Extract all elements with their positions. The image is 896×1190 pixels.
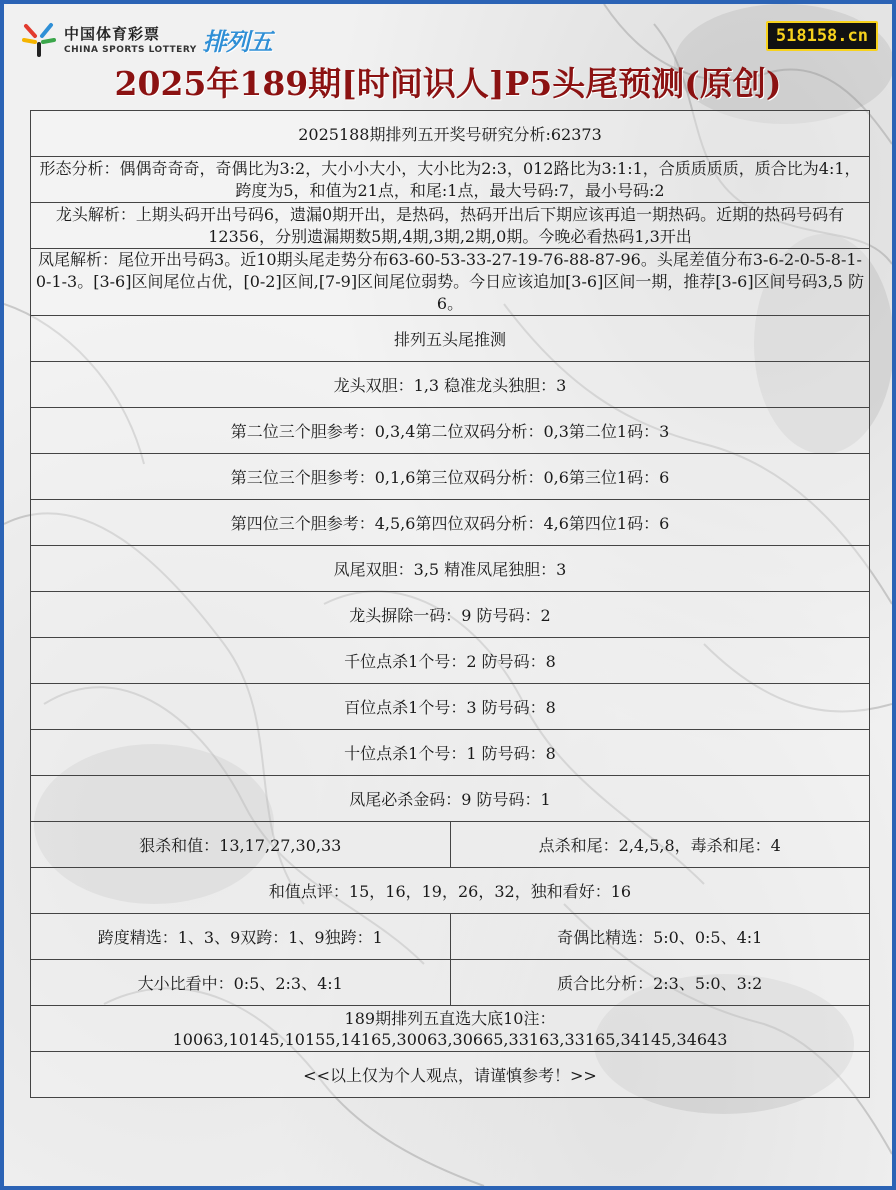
table-row xyxy=(31,546,870,592)
sum-kill-cell: 狠杀和值：13,17,27,30,33 xyxy=(31,822,451,868)
tail-kill-cell: 凤尾必杀金码：9 防号码：1 xyxy=(31,776,870,822)
analysis-title-cell: 2025188期排列五开奖号研究分析:62373 xyxy=(31,111,870,157)
pailie5-logo-text: 排列五 xyxy=(202,27,272,56)
page-title: 2025年189期[时间识人]P5头尾预测(原创) xyxy=(114,64,782,103)
table-row xyxy=(31,157,870,203)
hundreds-kill-cell: 百位点杀1个号：3 防号码：8 xyxy=(31,684,870,730)
lottery-logo xyxy=(20,20,272,58)
logo-chinese-text: 中国体育彩票 xyxy=(64,25,161,43)
table-row xyxy=(31,500,870,546)
table-row xyxy=(31,638,870,684)
table-row xyxy=(31,111,870,157)
table-row xyxy=(31,684,870,730)
table-row xyxy=(31,730,870,776)
site-badge[interactable]: 518158.cn xyxy=(766,21,878,51)
header xyxy=(4,4,892,112)
table-row xyxy=(31,592,870,638)
table-row xyxy=(31,454,870,500)
table-row xyxy=(31,1006,870,1052)
table-row xyxy=(31,776,870,822)
thousands-kill-cell: 千位点杀1个号：2 防号码：8 xyxy=(31,638,870,684)
tail-analysis-cell: 凤尾解析：尾位开出号码3。近10期头尾走势分布63-60-53-33-27-19-76-88-87-96。头尾差值分布3-6-2-0-5-8-1-0-1-3。[3-6]区间尾位占优，[0-2]区间,[7-9]区间尾位弱势。今日应该追加[3-6]区间一期，推荐[3-6]区间号码3,5 防6。 xyxy=(31,249,870,316)
table-row xyxy=(31,914,870,960)
tens-kill-cell: 十位点杀1个号：1 防号码：8 xyxy=(31,730,870,776)
head-analysis-cell: 龙头解析：上期头码开出号码6，遗漏0期开出，是热码，热码开出后下期应该再追一期热码。近期的热码号码有12356，分别遗漏期数5期,4期,3期,2期,0期。今晚必看热码1,3开出 xyxy=(31,203,870,249)
position3-cell: 第三位三个胆参考：0,1,6第三位双码分析：0,6第三位1码：6 xyxy=(31,454,870,500)
table-row xyxy=(31,249,870,316)
head-pick-cell: 龙头双胆：1,3 稳准龙头独胆：3 xyxy=(31,362,870,408)
prime-composite-cell: 质合比分析：2:3、5:0、3:2 xyxy=(450,960,870,1006)
sum-tail-kill-cell: 点杀和尾：2,4,5,8，毒杀和尾：4 xyxy=(450,822,870,868)
position2-cell: 第二位三个胆参考：0,3,4第二位双码分析：0,3第二位1码：3 xyxy=(31,408,870,454)
direct-selection-title: 189期排列五直选大底10注： xyxy=(344,1008,556,1028)
prediction-table xyxy=(30,110,870,1098)
disclaimer-cell: <<以上仅为个人观点，请谨慎参考！>> xyxy=(31,1052,870,1098)
table-row xyxy=(31,868,870,914)
direct-selection-cell xyxy=(31,1006,870,1052)
position4-cell: 第四位三个胆参考：4,5,6第四位双码分析：4,6第四位1码：6 xyxy=(31,500,870,546)
table-row xyxy=(31,203,870,249)
span-cell: 跨度精选：1、3、9双跨：1、9独跨：1 xyxy=(31,914,451,960)
table-row xyxy=(31,362,870,408)
lottery-star-icon xyxy=(20,20,58,58)
table-row xyxy=(31,316,870,362)
table-row xyxy=(31,1052,870,1098)
predict-title-cell: 排列五头尾推测 xyxy=(31,316,870,362)
form-analysis-cell: 形态分析：偶偶奇奇奇，奇偶比为3:2，大小小大小，大小比为2:3，012路比为3:1:1，合质质质质，质合比为4:1，跨度为5，和值为21点，和尾:1点，最大号码:7，最小号码:2 xyxy=(31,157,870,203)
big-small-cell: 大小比看中：0:5、2:3、4:1 xyxy=(31,960,451,1006)
direct-selection-numbers: 10063,10145,10155,14165,30063,30665,33163,33165,34145,34643 xyxy=(172,1029,728,1049)
tail-pick-cell: 凤尾双胆：3,5 精准凤尾独胆：3 xyxy=(31,546,870,592)
logo-text xyxy=(64,23,197,55)
head-kill-cell: 龙头摒除一码：9 防号码：2 xyxy=(31,592,870,638)
odd-even-cell: 奇偶比精选：5:0、0:5、4:1 xyxy=(450,914,870,960)
table-row xyxy=(31,822,870,868)
logo-english-text: CHINA SPORTS LOTTERY xyxy=(64,45,197,55)
sum-review-cell: 和值点评：15，16，19，26，32，独和看好：16 xyxy=(31,868,870,914)
table-row xyxy=(31,408,870,454)
table-row xyxy=(31,960,870,1006)
